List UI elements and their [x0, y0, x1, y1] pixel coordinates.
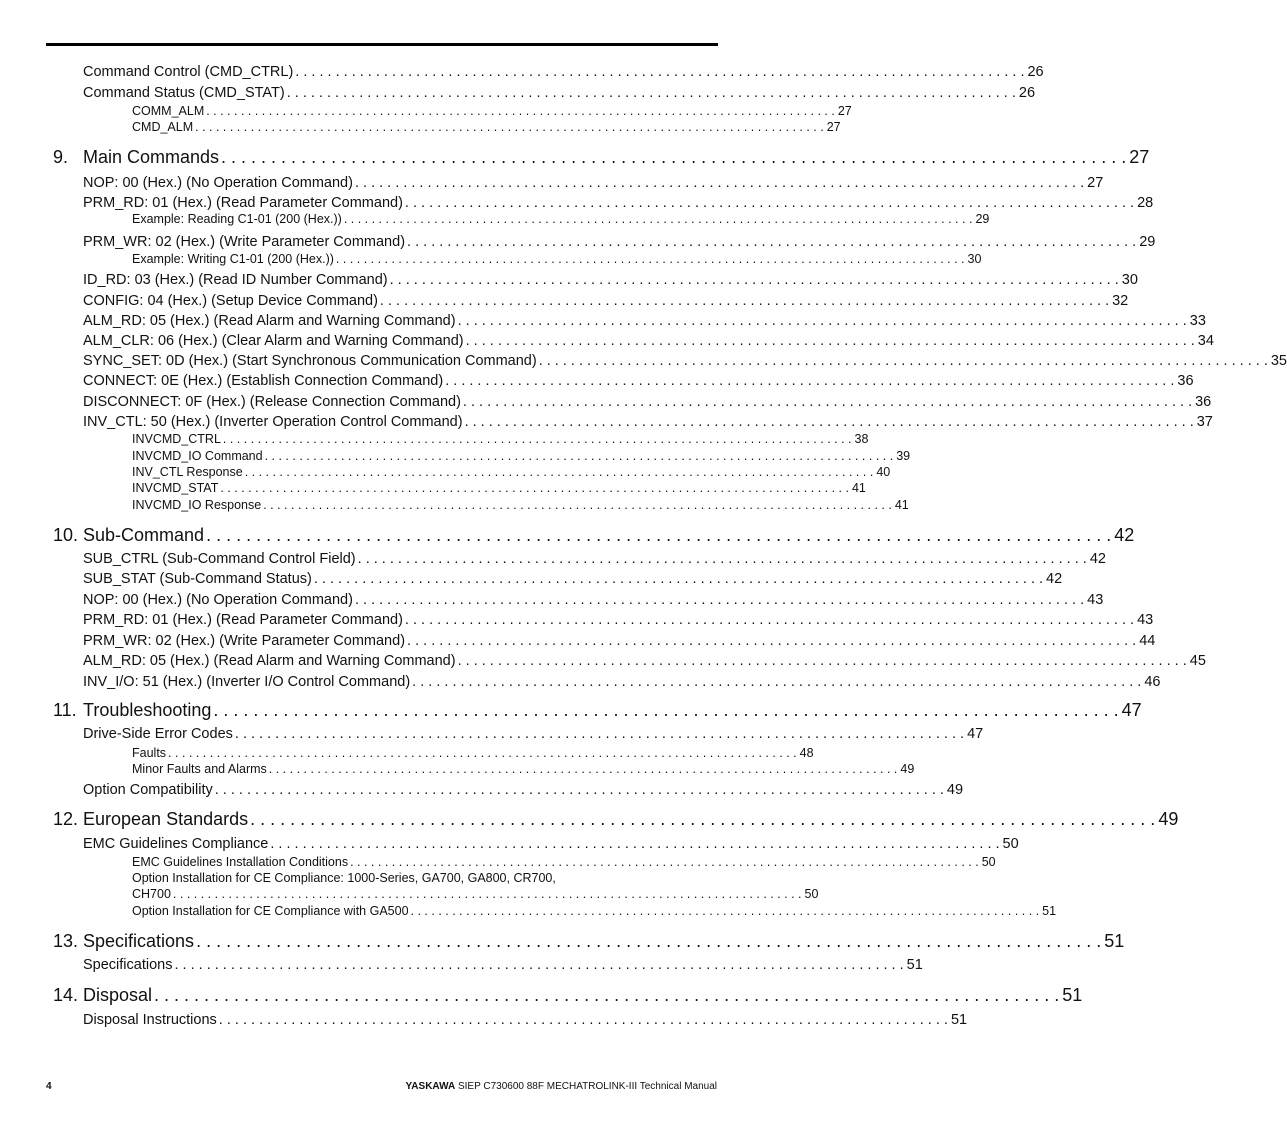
leader-dots: . . . . . . . . . . . . . . . . . . . . . . . . . . . . . . . . . . . . . . . . . . . . . . . . . . . . . . . . . . . . . . . . . . . . . . . . . . . . . . . . . . . . . . . . . . .	[457, 313, 1187, 329]
toc-subentry[interactable]	[132, 887, 819, 902]
leader-dots: . . . . . . . . . . . . . . . . . . . . . . . . . . . . . . . . . . . . . . . . . . . . . . . . . . . . . . . . . . . . . . . . . . . . . . . . . . . . . . . . . . . . . . . . . . .	[462, 394, 1193, 410]
toc-entry[interactable]	[83, 781, 964, 799]
toc-chapter[interactable]	[53, 984, 1083, 1006]
page-ref: 44	[1139, 633, 1156, 649]
page-ref: 27	[826, 120, 841, 134]
leader-dots: . . . . . . . . . . . . . . . . . . . . . . . . . . . . . . . . . . . . . . . . . . . . . . . . . . . . . . . . . . . . . . . . . . . . . . . . . . . . . . . . . . . . . . . . . . .	[263, 498, 892, 512]
toc-entry[interactable]	[83, 413, 1213, 431]
entry-title: Specifications	[83, 957, 173, 973]
toc-subentry[interactable]	[132, 498, 909, 513]
page-ref: 29	[1139, 234, 1156, 250]
page-ref: 47	[967, 726, 984, 742]
entry-title: NOP: 00 (Hex.) (No Operation Command)	[83, 175, 353, 191]
page-ref: 26	[1018, 85, 1036, 101]
toc-entry[interactable]	[83, 194, 1154, 212]
toc-chapter[interactable]	[53, 808, 1179, 830]
page-ref: 39	[896, 449, 911, 463]
page-ref: 49	[900, 762, 915, 776]
entry-title: INVCMD_STAT	[132, 481, 219, 495]
toc-entry[interactable]	[83, 332, 1214, 350]
entry-title: PRM_RD: 01 (Hex.) (Read Parameter Command)	[83, 612, 403, 628]
page-number: 4	[46, 1081, 52, 1092]
leader-dots: . . . . . . . . . . . . . . . . . . . . . . . . . . . . . . . . . . . . . . . . . . . . . . . . . . . . . . . . . . . . . . . . . . . . . . . . . . . . . . . . . . . . . . . . . . .	[222, 432, 852, 446]
toc-entry[interactable]	[83, 550, 1106, 568]
page-ref: 41	[894, 498, 909, 512]
chapter-title: Specifications	[83, 931, 195, 951]
leader-dots: . . . . . . . . . . . . . . . . . . . . . . . . . . . . . . . . . . . . . . . . . . . . . . . . . . . . . . . . . . . . . . . . . . . . . . . . . . . . . . . . . . . . . . . . . . .	[206, 525, 1112, 545]
page-ref: 49	[1158, 809, 1179, 829]
entry-title: Command Control (CMD_CTRL)	[83, 64, 294, 80]
leader-dots: . . . . . . . . . . . . . . . . . . . . . . . . . . . . . . . . . . . . . . . . . . . . . . . . . . . . . . . . . . . . . . . . . . . . . . . . . . . . . . . . . . . . . . . . . . .	[270, 836, 1000, 852]
chapter-number: 10.	[53, 525, 79, 545]
entry-title: Minor Faults and Alarms	[132, 762, 267, 776]
page-ref: 51	[1104, 931, 1125, 951]
leader-dots: . . . . . . . . . . . . . . . . . . . . . . . . . . . . . . . . . . . . . . . . . . . . . . . . . . . . . . . . . . . . . . . . . . . . . . . . . . . . . . . . . . . . . . . . . . .	[410, 904, 1040, 918]
toc-entry[interactable]	[83, 835, 1019, 853]
toc-entry[interactable]	[83, 611, 1154, 629]
toc-entry[interactable]	[83, 84, 1036, 102]
leader-dots: . . . . . . . . . . . . . . . . . . . . . . . . . . . . . . . . . . . . . . . . . . . . . . . . . . . . . . . . . . . . . . . . . . . . . . . . . . . . . . . . . . . . . . . . . . .	[407, 234, 1137, 250]
entry-title: ID_RD: 03 (Hex.) (Read ID Number Command)	[83, 272, 388, 288]
toc-entry[interactable]	[83, 233, 1156, 251]
entry-title: NOP: 00 (Hex.) (No Operation Command)	[83, 592, 353, 608]
leader-dots: . . . . . . . . . . . . . . . . . . . . . . . . . . . . . . . . . . . . . . . . . . . . . . . . . . . . . . . . . . . . . . . . . . . . . . . . . . . . . . . . . . . . . . . . . . .	[404, 195, 1135, 211]
entry-title: SYNC_SET: 0D (Hex.) (Start Synchronous Communication Command)	[83, 353, 537, 369]
entry-title: CONFIG: 04 (Hex.) (Setup Device Command)	[83, 293, 378, 309]
leader-dots: . . . . . . . . . . . . . . . . . . . . . . . . . . . . . . . . . . . . . . . . . . . . . . . . . . . . . . . . . . . . . . . . . . . . . . . . . . . . . . . . . . . . . . . . . . .	[389, 272, 1119, 288]
page-ref: 27	[1087, 175, 1104, 191]
leader-dots: . . . . . . . . . . . . . . . . . . . . . . . . . . . . . . . . . . . . . . . . . . . . . . . . . . . . . . . . . . . . . . . . . . . . . . . . . . . . . . . . . . . . . . . . . . .	[357, 551, 1087, 567]
page-ref: 28	[1137, 195, 1154, 211]
leader-dots: . . . . . . . . . . . . . . . . . . . . . . . . . . . . . . . . . . . . . . . . . . . . . . . . . . . . . . . . . . . . . . . . . . . . . . . . . . . . . . . . . . . . . . . . . . .	[350, 855, 979, 869]
page-ref: 27	[837, 104, 852, 118]
toc-entry[interactable]	[83, 956, 923, 974]
entry-title: INVCMD_CTRL	[132, 432, 221, 446]
toc-chapter[interactable]	[53, 146, 1150, 168]
toc-subentry[interactable]	[132, 904, 1057, 919]
entry-title: PRM_WR: 02 (Hex.) (Write Parameter Command)	[83, 234, 406, 250]
leader-dots: . . . . . . . . . . . . . . . . . . . . . . . . . . . . . . . . . . . . . . . . . . . . . . . . . . . . . . . . . . . . . . . . . . . . . . . . . . . . . . . . . . . . . . . . . . .	[214, 782, 944, 798]
toc-entry[interactable]	[83, 570, 1063, 588]
toc-subentry[interactable]	[132, 465, 891, 480]
toc-subentry[interactable]	[132, 432, 869, 447]
toc-entry[interactable]	[83, 725, 984, 743]
entry-title: Option Installation for CE Compliance with GA500	[132, 904, 409, 918]
toc-entry[interactable]	[83, 63, 1044, 81]
entry-title: ALM_RD: 05 (Hex.) (Read Alarm and Warning Command)	[83, 313, 456, 329]
toc-chapter[interactable]	[53, 699, 1142, 721]
leader-dots: . . . . . . . . . . . . . . . . . . . . . . . . . . . . . . . . . . . . . . . . . . . . . . . . . . . . . . . . . . . . . . . . . . . . . . . . . . . . . . . . . . . . . . . . . . .	[404, 612, 1135, 628]
page-ref: 43	[1087, 592, 1104, 608]
page-ref: 33	[1189, 313, 1206, 329]
entry-title: EMC Guidelines Compliance	[83, 836, 269, 852]
toc-entry[interactable]	[83, 393, 1212, 411]
page-ref: 51	[1042, 904, 1057, 918]
page-ref: 37	[1196, 414, 1213, 430]
leader-dots: . . . . . . . . . . . . . . . . . . . . . . . . . . . . . . . . . . . . . . . . . . . . . . . . . . . . . . . . . . . . . . . . . . . . . . . . . . . . . . . . . . . . . . . . . . .	[465, 333, 1195, 349]
page-ref: 46	[1144, 674, 1161, 690]
entry-title: Command Status (CMD_STAT)	[83, 85, 285, 101]
page-ref: 50	[804, 887, 819, 901]
toc-subentry[interactable]	[132, 481, 866, 496]
leader-dots: . . . . . . . . . . . . . . . . . . . . . . . . . . . . . . . . . . . . . . . . . . . . . . . . . . . . . . . . . . . . . . . . . . . . . . . . . . . . . . . . . . . . . . . . . . .	[250, 809, 1156, 829]
leader-dots: . . . . . . . . . . . . . . . . . . . . . . . . . . . . . . . . . . . . . . . . . . . . . . . . . . . . . . . . . . . . . . . . . . . . . . . . . . . . . . . . . . . . . . . . . . .	[464, 414, 1194, 430]
leader-dots: . . . . . . . . . . . . . . . . . . . . . . . . . . . . . . . . . . . . . . . . . . . . . . . . . . . . . . . . . . . . . . . . . . . . . . . . . . . . . . . . . . . . . . . . . . .	[343, 212, 973, 226]
leader-dots: . . . . . . . . . . . . . . . . . . . . . . . . . . . . . . . . . . . . . . . . . . . . . . . . . . . . . . . . . . . . . . . . . . . . . . . . . . . . . . . . . . . . . . . . . . .	[213, 700, 1119, 720]
chapter-title: Troubleshooting	[83, 700, 212, 720]
page-ref: 45	[1189, 653, 1206, 669]
leader-dots: . . . . . . . . . . . . . . . . . . . . . . . . . . . . . . . . . . . . . . . . . . . . . . . . . . . . . . . . . . . . . . . . . . . . . . . . . . . . . . . . . . . . . . . . . . .	[195, 120, 824, 134]
entry-title: SUB_CTRL (Sub-Command Control Field)	[83, 551, 356, 567]
toc-entry[interactable]	[83, 632, 1156, 650]
entry-title: Drive-Side Error Codes	[83, 726, 233, 742]
leader-dots: . . . . . . . . . . . . . . . . . . . . . . . . . . . . . . . . . . . . . . . . . . . . . . . . . . . . . . . . . . . . . . . . . . . . . . . . . . . . . . . . . . . . . . . . . . .	[445, 373, 1175, 389]
manual-title	[406, 1081, 717, 1092]
toc-entry[interactable]	[83, 1011, 968, 1029]
page-ref: 34	[1197, 333, 1214, 349]
entry-title: Faults	[132, 746, 167, 760]
page-ref: 51	[1062, 985, 1083, 1005]
leader-dots: . . . . . . . . . . . . . . . . . . . . . . . . . . . . . . . . . . . . . . . . . . . . . . . . . . . . . . . . . . . . . . . . . . . . . . . . . . . . . . . . . . . . . . . . . . .	[354, 175, 1085, 191]
toc-subentry[interactable]	[132, 120, 841, 135]
toc-entry[interactable]	[83, 673, 1161, 691]
toc-subentry[interactable]: Option Installation for CE Compliance: 1000-Series, GA700, GA800, CR700,	[132, 871, 556, 885]
entry-title: CONNECT: 0E (Hex.) (Establish Connection Command)	[83, 373, 444, 389]
toc-entry[interactable]	[83, 352, 1287, 370]
entry-title: EMC Guidelines Installation Conditions	[132, 855, 349, 869]
leader-dots: . . . . . . . . . . . . . . . . . . . . . . . . . . . . . . . . . . . . . . . . . . . . . . . . . . . . . . . . . . . . . . . . . . . . . . . . . . . . . . . . . . . . . . . . . . .	[407, 633, 1137, 649]
toc-subentry[interactable]	[132, 449, 911, 464]
leader-dots: . . . . . . . . . . . . . . . . . . . . . . . . . . . . . . . . . . . . . . . . . . . . . . . . . . . . . . . . . . . . . . . . . . . . . . . . . . . . . . . . . . . . . . . . . . .	[154, 985, 1060, 1005]
page-ref: 42	[1089, 551, 1106, 567]
toc-entry[interactable]	[83, 652, 1206, 670]
chapter-number: 9.	[53, 147, 69, 167]
chapter-number: 13.	[53, 931, 79, 951]
page-ref: 32	[1112, 293, 1129, 309]
toc-subentry[interactable]	[132, 252, 982, 267]
toc-chapter[interactable]	[53, 930, 1125, 952]
page-ref: 27	[1129, 147, 1150, 167]
entry-title: ALM_CLR: 06 (Hex.) (Clear Alarm and Warning Command)	[83, 333, 464, 349]
page-ref: 49	[946, 782, 964, 798]
page-ref: 43	[1137, 612, 1154, 628]
chapter-title: Main Commands	[83, 147, 220, 167]
page-ref: 35	[1270, 353, 1287, 369]
chapter-title: Sub-Command	[83, 525, 205, 545]
entry-title: COMM_ALM	[132, 104, 205, 118]
leader-dots: . . . . . . . . . . . . . . . . . . . . . . . . . . . . . . . . . . . . . . . . . . . . . . . . . . . . . . . . . . . . . . . . . . . . . . . . . . . . . . . . . . . . . . . . . . .	[313, 571, 1044, 587]
entry-title: Example: Writing C1-01 (200 (Hex.))	[132, 252, 334, 266]
toc-entry[interactable]	[83, 312, 1206, 330]
leader-dots: . . . . . . . . . . . . . . . . . . . . . . . . . . . . . . . . . . . . . . . . . . . . . . . . . . . . . . . . . . . . . . . . . . . . . . . . . . . . . . . . . . . . . . . . . . .	[354, 592, 1085, 608]
page-ref: 50	[981, 855, 996, 869]
page-ref: 36	[1177, 373, 1194, 389]
entry-title: Disposal Instructions	[83, 1012, 217, 1028]
toc-subentry[interactable]	[132, 212, 990, 227]
chapter-number: 14.	[53, 985, 79, 1005]
toc-chapter[interactable]	[53, 524, 1135, 546]
toc-entry[interactable]	[83, 591, 1104, 609]
page-ref: 26	[1027, 64, 1044, 80]
chapter-number: 12.	[53, 809, 79, 829]
entry-title: INV_I/O: 51 (Hex.) (Inverter I/O Control Command)	[83, 674, 411, 690]
toc-entry[interactable]	[83, 372, 1194, 390]
page-ref: 36	[1195, 394, 1212, 410]
entry-title: CH700	[132, 887, 171, 901]
leader-dots: . . . . . . . . . . . . . . . . . . . . . . . . . . . . . . . . . . . . . . . . . . . . . . . . . . . . . . . . . . . . . . . . . . . . . . . . . . . . . . . . . . . . . . . . . . .	[295, 64, 1025, 80]
leader-dots: . . . . . . . . . . . . . . . . . . . . . . . . . . . . . . . . . . . . . . . . . . . . . . . . . . . . . . . . . . . . . . . . . . . . . . . . . . . . . . . . . . . . . . . . . . .	[172, 887, 802, 901]
page-ref: 51	[950, 1012, 968, 1028]
page-ref: 38	[854, 432, 869, 446]
page-ref: 51	[906, 957, 923, 973]
leader-dots: . . . . . . . . . . . . . . . . . . . . . . . . . . . . . . . . . . . . . . . . . . . . . . . . . . . . . . . . . . . . . . . . . . . . . . . . . . . . . . . . . . . . . . . . . . .	[412, 674, 1142, 690]
page-ref: 48	[799, 746, 814, 760]
toc-entry[interactable]	[83, 292, 1129, 310]
chapter-title: European Standards	[83, 809, 249, 829]
page-ref: 41	[851, 481, 866, 495]
toc-entry[interactable]	[83, 174, 1104, 192]
manual-name: SIEP C730600 88F MECHATROLINK-III Technical Manual	[457, 1081, 717, 1092]
entry-title: SUB_STAT (Sub-Command Status)	[83, 571, 312, 587]
leader-dots: . . . . . . . . . . . . . . . . . . . . . . . . . . . . . . . . . . . . . . . . . . . . . . . . . . . . . . . . . . . . . . . . . . . . . . . . . . . . . . . . . . . . . . . . . . .	[286, 85, 1016, 101]
page-ref: 30	[967, 252, 982, 266]
leader-dots: . . . . . . . . . . . . . . . . . . . . . . . . . . . . . . . . . . . . . . . . . . . . . . . . . . . . . . . . . . . . . . . . . . . . . . . . . . . . . . . . . . . . . . . . . . .	[218, 1012, 948, 1028]
toc-subentry[interactable]	[132, 104, 852, 119]
page-ref: 50	[1002, 836, 1019, 852]
leader-dots: . . . . . . . . . . . . . . . . . . . . . . . . . . . . . . . . . . . . . . . . . . . . . . . . . . . . . . . . . . . . . . . . . . . . . . . . . . . . . . . . . . . . . . . . . . .	[538, 353, 1268, 369]
brand-name: YASKAWA	[405, 1081, 456, 1092]
page-ref: 29	[975, 212, 990, 226]
leader-dots: . . . . . . . . . . . . . . . . . . . . . . . . . . . . . . . . . . . . . . . . . . . . . . . . . . . . . . . . . . . . . . . . . . . . . . . . . . . . . . . . . . . . . . . . . . .	[457, 653, 1187, 669]
leader-dots: . . . . . . . . . . . . . . . . . . . . . . . . . . . . . . . . . . . . . . . . . . . . . . . . . . . . . . . . . . . . . . . . . . . . . . . . . . . . . . . . . . . . . . . . . . .	[264, 449, 894, 463]
toc-entry[interactable]	[83, 271, 1138, 289]
page-ref: 42	[1114, 525, 1135, 545]
entry-title: PRM_WR: 02 (Hex.) (Write Parameter Command)	[83, 633, 406, 649]
entry-title: DISCONNECT: 0F (Hex.) (Release Connection Command)	[83, 394, 461, 410]
page-ref: 47	[1121, 700, 1142, 720]
leader-dots: . . . . . . . . . . . . . . . . . . . . . . . . . . . . . . . . . . . . . . . . . . . . . . . . . . . . . . . . . . . . . . . . . . . . . . . . . . . . . . . . . . . . . . . . . . .	[221, 147, 1127, 167]
leader-dots: . . . . . . . . . . . . . . . . . . . . . . . . . . . . . . . . . . . . . . . . . . . . . . . . . . . . . . . . . . . . . . . . . . . . . . . . . . . . . . . . . . . . . . . . . . .	[206, 104, 835, 118]
leader-dots: . . . . . . . . . . . . . . . . . . . . . . . . . . . . . . . . . . . . . . . . . . . . . . . . . . . . . . . . . . . . . . . . . . . . . . . . . . . . . . . . . . . . . . . . . . .	[379, 293, 1110, 309]
entry-title: INV_CTL Response	[132, 465, 243, 479]
leader-dots: . . . . . . . . . . . . . . . . . . . . . . . . . . . . . . . . . . . . . . . . . . . . . . . . . . . . . . . . . . . . . . . . . . . . . . . . . . . . . . . . . . . . . . . . . . .	[196, 931, 1102, 951]
chapter-title: Disposal	[83, 985, 153, 1005]
toc-subentry[interactable]	[132, 746, 814, 761]
chapter-number: 11.	[53, 700, 77, 720]
leader-dots: . . . . . . . . . . . . . . . . . . . . . . . . . . . . . . . . . . . . . . . . . . . . . . . . . . . . . . . . . . . . . . . . . . . . . . . . . . . . . . . . . . . . . . . . . . .	[220, 481, 849, 495]
page-ref: 42	[1046, 571, 1063, 587]
toc-subentry[interactable]	[132, 762, 915, 777]
leader-dots: . . . . . . . . . . . . . . . . . . . . . . . . . . . . . . . . . . . . . . . . . . . . . . . . . . . . . . . . . . . . . . . . . . . . . . . . . . . . . . . . . . . . . . . . . . .	[335, 252, 965, 266]
page-ref: 30	[1121, 272, 1138, 288]
entry-title: CMD_ALM	[132, 120, 194, 134]
leader-dots: . . . . . . . . . . . . . . . . . . . . . . . . . . . . . . . . . . . . . . . . . . . . . . . . . . . . . . . . . . . . . . . . . . . . . . . . . . . . . . . . . . . . . . . . . . .	[234, 726, 965, 742]
entry-title: ALM_RD: 05 (Hex.) (Read Alarm and Warning Command)	[83, 653, 456, 669]
leader-dots: . . . . . . . . . . . . . . . . . . . . . . . . . . . . . . . . . . . . . . . . . . . . . . . . . . . . . . . . . . . . . . . . . . . . . . . . . . . . . . . . . . . . . . . . . . .	[174, 957, 904, 973]
header-rule	[46, 43, 718, 46]
entry-title: INVCMD_IO Response	[132, 498, 262, 512]
toc-subentry[interactable]	[132, 855, 996, 870]
entry-title: Option Compatibility	[83, 782, 213, 798]
page-ref: 40	[876, 465, 891, 479]
entry-title: INV_CTL: 50 (Hex.) (Inverter Operation Control Command)	[83, 414, 463, 430]
leader-dots: . . . . . . . . . . . . . . . . . . . . . . . . . . . . . . . . . . . . . . . . . . . . . . . . . . . . . . . . . . . . . . . . . . . . . . . . . . . . . . . . . . . . . . . . . . .	[268, 762, 898, 776]
leader-dots: . . . . . . . . . . . . . . . . . . . . . . . . . . . . . . . . . . . . . . . . . . . . . . . . . . . . . . . . . . . . . . . . . . . . . . . . . . . . . . . . . . . . . . . . . . .	[168, 746, 797, 760]
entry-title: PRM_RD: 01 (Hex.) (Read Parameter Command)	[83, 195, 403, 211]
entry-title: INVCMD_IO Command	[132, 449, 263, 463]
leader-dots: . . . . . . . . . . . . . . . . . . . . . . . . . . . . . . . . . . . . . . . . . . . . . . . . . . . . . . . . . . . . . . . . . . . . . . . . . . . . . . . . . . . . . . . . . . .	[244, 465, 874, 479]
entry-title: Example: Reading C1-01 (200 (Hex.))	[132, 212, 342, 226]
